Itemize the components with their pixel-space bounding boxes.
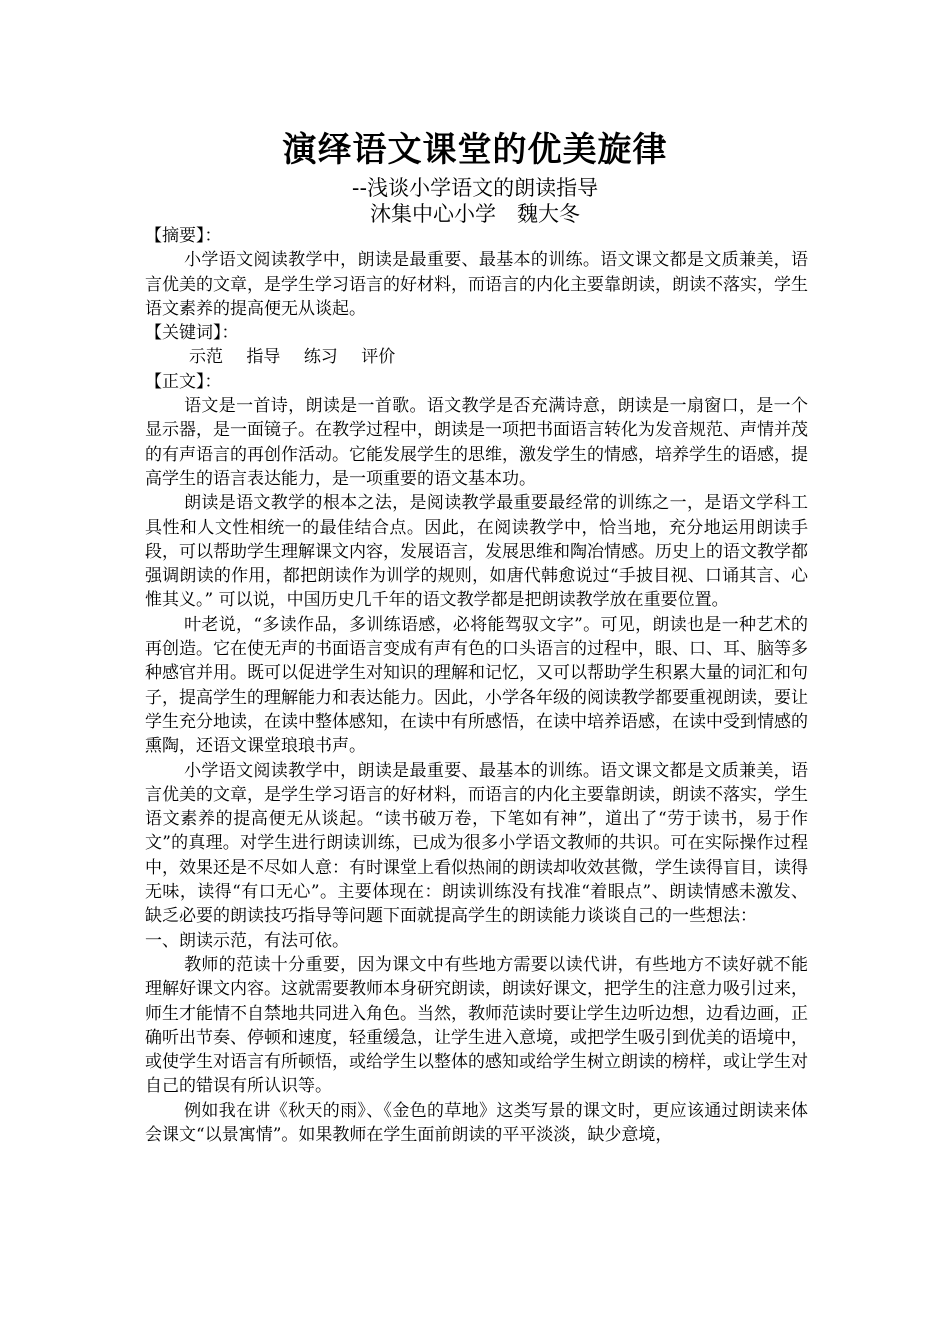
abstract-paragraph: 小学语文阅读教学中，朗读是最重要、最基本的训练。语文课文都是文质兼美，语言优美的文章，是学生学习语言的好材料，而语言的内化主要靠朗读，朗读不落实，学生语文素养的提高便无从谈起。: [145, 250, 808, 319]
keyword: 指导: [246, 347, 281, 368]
keyword: 练习: [303, 347, 338, 368]
section-paragraph: 教师的范读十分重要，因为课文中有些地方需要以读代讲，有些地方不读好就不能理解好课文内容。这就需要教师本身研究朗读，朗读好课文，把学生的注意力吸引过来，师生才能情不自禁地共同进入角色。当然，教师范读时要让学生边听边想，边看边画，正确听出节奏、停顿和速度，轻重缓急，让学生进入意境，或把学生吸引到优美的语境中，或使学生对语言有所顿悟，或给学生以整体的感知或给学生树立朗读的榜样，或让学生对自己的错误有所认识等。: [145, 954, 808, 1097]
document-body: [145, 224, 808, 1147]
keyword: 评价: [361, 347, 396, 368]
body-paragraph: 小学语文阅读教学中，朗读是最重要、最基本的训练。语文课文都是文质兼美，语言优美的文章，是学生学习语言的好材料，而语言的内化主要靠朗读，朗读不落实，学生语文素养的提高便无从谈起。“读书破万卷，下笔如有神”，道出了“劳于读书，易于作文”的真理。对学生进行朗读训练，已成为很多小学语文教师的共识。可在实际操作过程中，效果还是不尽如人意：有时课堂上看似热闹的朗读却收效甚微，学生读得盲目，读得无味，读得“有口无心”。主要体现在：朗读训练没有找准“着眼点”、朗读情感未激发、缺乏必要的朗读技巧指导等问题下面就提高学生的朗读能力谈谈自己的一些想法：: [145, 760, 808, 927]
author-line: 沐集中心小学 魏大冬: [370, 202, 580, 226]
section-heading: 一、朗读示范，有法可依。: [145, 930, 349, 951]
keywords-heading: 【关键词】：: [145, 323, 239, 344]
body-heading: 【正文】：: [145, 371, 222, 392]
section-paragraph: 例如我在讲《秋天的雨》、《金色的草地》这类写景的课文时，更应该通过朗读来体会课文“以景寓情”。如果教师在学生面前朗读的平平淡淡，缺少意境，: [145, 1100, 808, 1145]
abstract-heading: 【摘要】：: [145, 226, 222, 246]
keyword: 示范: [189, 347, 223, 368]
body-paragraph: 朗读是语文教学的根本之法，是阅读教学最重要最经常的训练之一，是语文学科工具性和人文性相统一的最佳结合点。因此，在阅读教学中，恰当地，充分地运用朗读手段，可以帮助学生理解课文内容，发展语言，发展思维和陶冶情感。历史上的语文教学都强调朗读的作用，都把朗读作为训学的规则，如唐代韩愈说过“手披目视、口诵其言、心惟其义。” 可以说，中国历史几千年的语文教学都是把朗读教学放在重要位置。: [145, 493, 808, 611]
keywords-line: [145, 345, 808, 369]
document-subtitle: --浅谈小学语文的朗读指导: [351, 176, 599, 200]
body-paragraph: 语文是一首诗，朗读是一首歌。语文教学是否充满诗意，朗读是一扇窗口，是一个显示器，是一面镜子。在教学过程中，朗读是一项把书面语言转化为发音规范、声情并茂的有声语言的再创作活动。它能发展学生的思维，激发学生的情感，培养学生的语感，提高学生的语言表达能力，是一项重要的语文基本功。: [145, 396, 808, 489]
document-title: 演绎语文课堂的优美旋律: [282, 130, 668, 170]
body-paragraph: 叶老说，“多读作品，多训练语感，必将能驾驭文字”。可见，朗读也是一种艺术的再创造。它在使无声的书面语言变成有声有色的口头语言的过程中，眼、口、耳、脑等多种感官并用。既可以促进学生对知识的理解和记忆，又可以帮助学生积累大量的词汇和句子，提高学生的理解能力和表达能力。因此，小学各年级的阅读教学都要重视朗读，要让学生充分地读，在读中整体感知，在读中有所感悟，在读中培养语感，在读中受到情感的熏陶，还语文课堂琅琅书声。: [145, 614, 808, 757]
